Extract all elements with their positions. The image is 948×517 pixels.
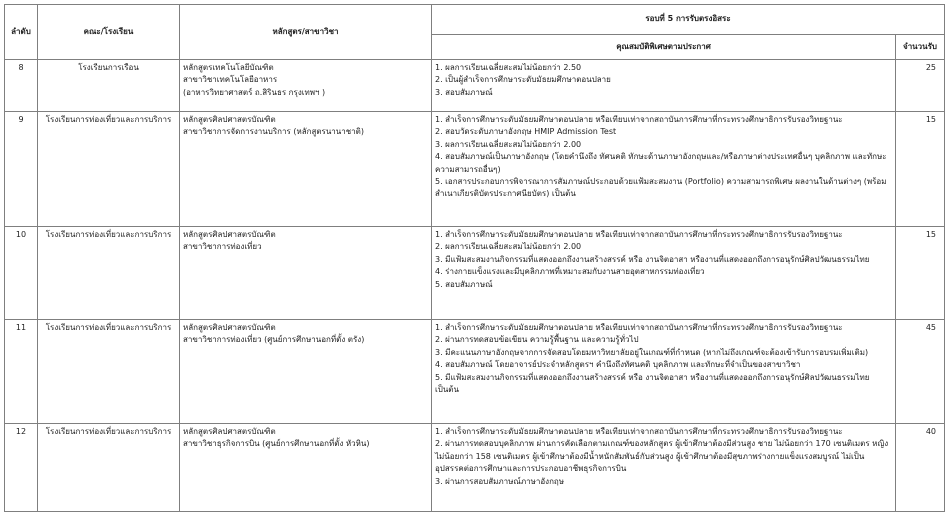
row-program xyxy=(180,320,432,424)
row-quota: 15 xyxy=(896,227,945,320)
row-criteria xyxy=(432,60,896,112)
criteria-line: 1. สำเร็จการศึกษาระดับมัธยมศึกษาตอนปลาย หรือเทียบเท่าจากสถาบันการศึกษาที่กระทรวงศึกษาธิการรับรองวิทยฐานะ xyxy=(435,230,843,239)
criteria-line: 1. สำเร็จการศึกษาระดับมัธยมศึกษาตอนปลาย หรือเทียบเท่าจากสถาบันการศึกษาที่กระทรวงศึกษาธิการรับรองวิทยฐานะ xyxy=(435,427,843,436)
row-quota: 25 xyxy=(896,60,945,112)
program-line: สาขาวิชาการจัดการงานบริการ (หลักสูตรนานาชาติ) xyxy=(183,127,364,137)
header-quota: จำนวนรับ xyxy=(896,35,945,60)
header-no: ลำดับ xyxy=(5,5,38,60)
criteria-line: 2. ผลการเรียนเฉลี่ยสะสมไม่น้อยกว่า 2.00 xyxy=(435,242,582,252)
program-line: หลักสูตรศิลปศาสตรบัณฑิต xyxy=(183,115,276,124)
row-no: 9 xyxy=(5,112,38,227)
criteria-line: 4. สอบสัมภาษณ์เป็นภาษาอังกฤษ (โดยคำนึงถึง ทัศนคติ ทักษะด้านภาษาอังกฤษและ/หรือภาษาต่างประเทศอื่นๆ บุคลิกภาพ และทักษะความสามารถอื่นๆ) xyxy=(435,152,887,174)
row-faculty: โรงเรียนการเรือน xyxy=(38,60,180,112)
row-criteria xyxy=(432,424,896,512)
criteria-line: 2. สอบวัดระดับภาษาอังกฤษ HMIP Admission Test xyxy=(435,127,617,137)
row-no: 10 xyxy=(5,227,38,320)
criteria-line: 5. สอบสัมภาษณ์ xyxy=(435,279,493,289)
program-line: สาขาวิชาธุรกิจการบิน (ศูนย์การศึกษานอกที่ตั้ง หัวหิน) xyxy=(183,439,370,449)
header-program: หลักสูตร/สาขาวิชา xyxy=(180,5,432,60)
criteria-line: 2. ผ่านการทดสอบบุคลิกภาพ ผ่านการคัดเลือกตามเกณฑ์ของหลักสูตร ผู้เข้าศึกษาต้องมีส่วนสูง ชาย ไม่น้อยกว่า 170 เซนติเมตร หญิง ไม่น้อยกว่า 158 เซนติเมตร ผู้เข้าศึกษาต้องมีน้ำหนักสัมพันธ์กับส่วนสูง ผู้เข้าศึกษาต้องมีสุขภาพร่างกายแข็งแรงสมบูรณ์ ไม่เป็นอุปสรรคต่อการศึกษาและการประกอบอาชีพธุรกิจการบิน xyxy=(435,439,889,474)
row-faculty: โรงเรียนการท่องเที่ยวและการบริการ xyxy=(38,227,180,320)
row-quota: 15 xyxy=(896,112,945,227)
row-faculty: โรงเรียนการท่องเที่ยวและการบริการ xyxy=(38,112,180,227)
table-row xyxy=(5,60,945,112)
criteria-line: 2. ผ่านการทดสอบข้อเขียน ความรู้พื้นฐาน และความรู้ทั่วไป xyxy=(435,335,639,345)
row-faculty: โรงเรียนการท่องเที่ยวและการบริการ xyxy=(38,320,180,424)
header-round-title: รอบที่ 5 การรับตรงอิสระ xyxy=(432,5,945,35)
row-quota: 45 xyxy=(896,320,945,424)
program-line: สาขาวิชาการท่องเที่ยว xyxy=(183,242,262,252)
criteria-line: 3. ผลการเรียนเฉลี่ยสะสมไม่น้อยกว่า 2.00 xyxy=(435,139,582,149)
criteria-line: 1. สำเร็จการศึกษาระดับมัธยมศึกษาตอนปลาย หรือเทียบเท่าจากสถาบันการศึกษาที่กระทรวงศึกษาธิการรับรองวิทยฐานะ xyxy=(435,323,843,332)
row-criteria xyxy=(432,320,896,424)
row-program xyxy=(180,424,432,512)
row-faculty: โรงเรียนการท่องเที่ยวและการบริการ xyxy=(38,424,180,512)
row-no: 12 xyxy=(5,424,38,512)
criteria-line: 5. เอกสารประกอบการพิจารณาการสัมภาษณ์ประกอบด้วยแฟ้มสะสมงาน (Portfolio) ความสามารถพิเศษ ผลงานในด้านต่างๆ (พร้อมสำเนาเกียรติบัตรประกาศนียบัตร) เป็นต้น xyxy=(435,177,887,199)
criteria-line: 3. มีคะแนนภาษาอังกฤษจากการจัดสอบโดยมหาวิทยาลัยอยู่ในเกณฑ์ที่กำหนด (หากไม่ถึงเกณฑ์จะต้องเข้ารับการอบรมเพิ่มเติม) xyxy=(435,347,869,357)
admission-table xyxy=(4,4,945,512)
row-program xyxy=(180,60,432,112)
table-row xyxy=(5,320,945,424)
program-line: (อาหารวิทยาศาสตร์ ถ.สิรินธร กรุงเทพฯ ) xyxy=(183,87,326,97)
criteria-line: 3. สอบสัมภาษณ์ xyxy=(435,87,493,97)
row-program xyxy=(180,227,432,320)
program-line: สาขาวิชาเทคโนโลยีอาหาร xyxy=(183,75,278,85)
row-criteria xyxy=(432,227,896,320)
row-no: 11 xyxy=(5,320,38,424)
program-line: หลักสูตรศิลปศาสตรบัณฑิต xyxy=(183,427,276,436)
criteria-line: 4. ร่างกายแข็งแรงและมีบุคลิกภาพที่เหมาะสมกับงานสายอุตสาหกรรมท่องเที่ยว xyxy=(435,267,705,277)
program-line: หลักสูตรเทคโนโลยีบัณฑิต xyxy=(183,63,274,72)
program-line: หลักสูตรศิลปศาสตรบัณฑิต xyxy=(183,230,276,239)
header-faculty: คณะ/โรงเรียน xyxy=(38,5,180,60)
program-line: หลักสูตรศิลปศาสตรบัณฑิต xyxy=(183,323,276,332)
header-criteria: คุณสมบัติพิเศษตามประกาศ xyxy=(432,35,896,60)
criteria-line: 3. ผ่านการสอบสัมภาษณ์ภาษาอังกฤษ xyxy=(435,476,565,486)
criteria-line: 1. สำเร็จการศึกษาระดับมัธยมศึกษาตอนปลาย หรือเทียบเท่าจากสถาบันการศึกษาที่กระทรวงศึกษาธิการรับรองวิทยฐานะ xyxy=(435,115,843,124)
row-quota: 40 xyxy=(896,424,945,512)
criteria-line: 5. มีแฟ้มสะสมงานกิจกรรมที่แสดงออกถึงงานสร้างสรรค์ หรือ งานจิตอาสา หรืองานที่แสดงออกถึงการอนุรักษ์ศิลปวัฒนธรรมไทย เป็นต้น xyxy=(435,372,870,395)
row-program xyxy=(180,112,432,227)
table-row xyxy=(5,112,945,227)
row-criteria xyxy=(432,112,896,227)
table-row xyxy=(5,424,945,512)
criteria-line: 3. มีแฟ้มสะสมงานกิจกรรมที่แสดงออกถึงงานสร้างสรรค์ หรือ งานจิตอาสา หรืองานที่แสดงออกถึงการอนุรักษ์ศิลปวัฒนธรรมไทย xyxy=(435,254,870,264)
row-no: 8 xyxy=(5,60,38,112)
criteria-line: 2. เป็นผู้สำเร็จการศึกษาระดับมัธยมศึกษาตอนปลาย xyxy=(435,75,611,85)
program-line: สาขาวิชาการท่องเที่ยว (ศูนย์การศึกษานอกที่ตั้ง ตรัง) xyxy=(183,335,365,345)
criteria-line: 1. ผลการเรียนเฉลี่ยสะสมไม่น้อยกว่า 2.50 xyxy=(435,63,582,72)
criteria-line: 4. สอบสัมภาษณ์ โดยอาจารย์ประจำหลักสูตรฯ คำนึงถึงทัศนคติ บุคลิกภาพ และทักษะที่จำเป็นของสาขาวิชา xyxy=(435,360,801,370)
table-row xyxy=(5,227,945,320)
